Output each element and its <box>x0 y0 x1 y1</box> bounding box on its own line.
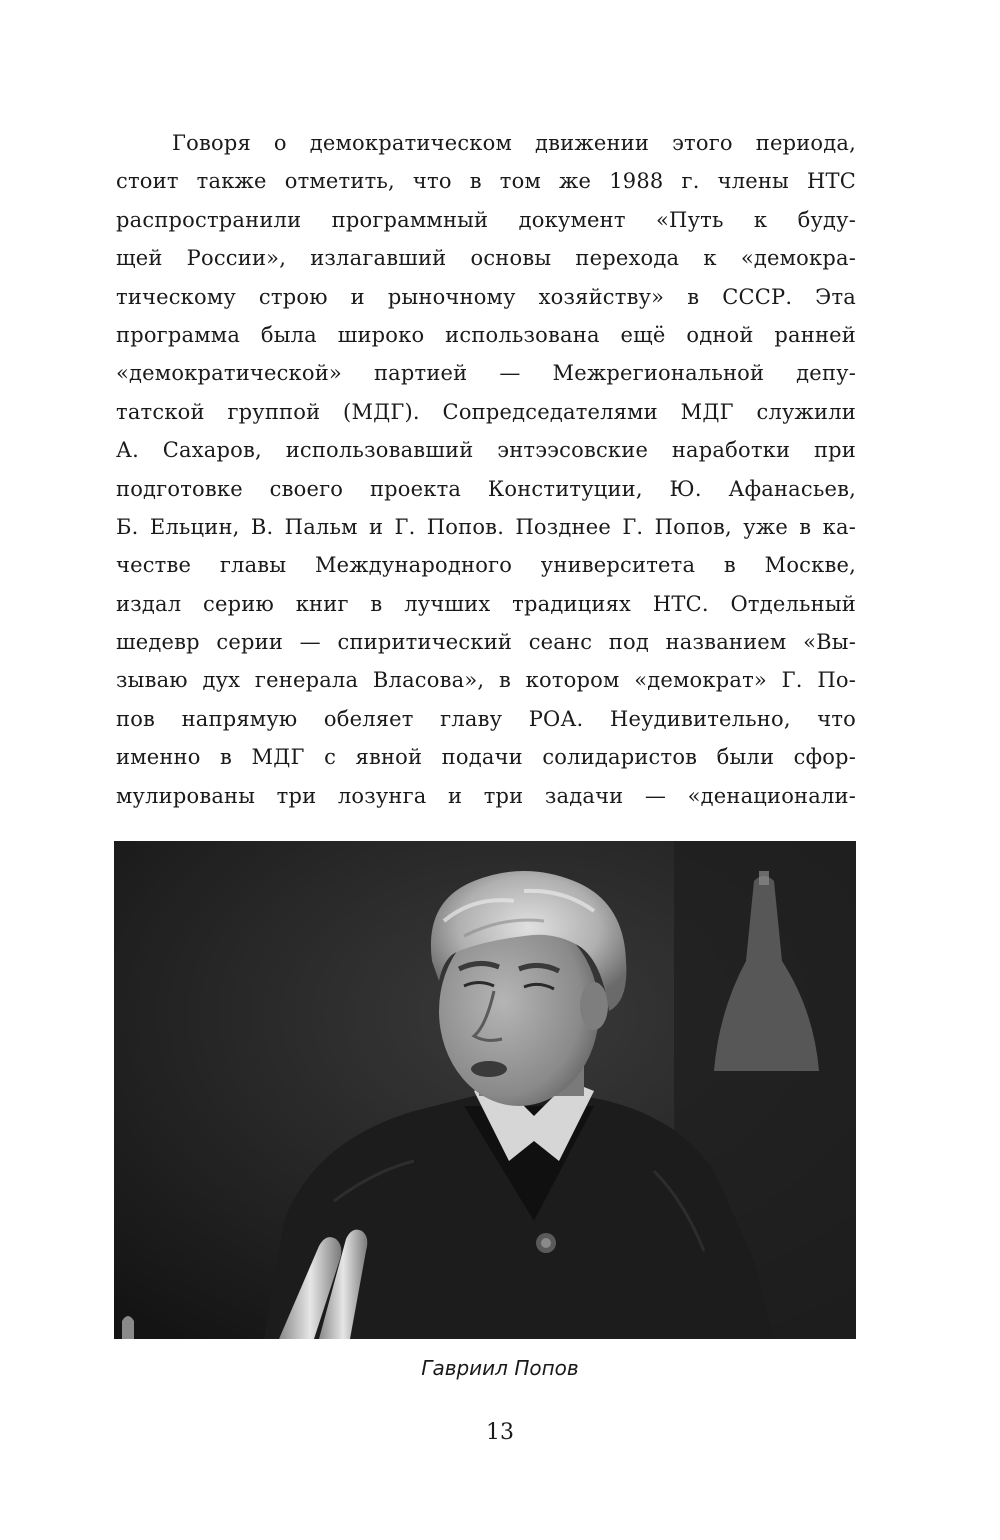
text-line: Говоря о демократическом движении этого периода, <box>172 131 856 155</box>
text-line: подготовке своего проекта Конституции, Ю. Афанасьев, <box>116 476 856 501</box>
text-line: издал серию книг в лучших традициях НТС. Отдельный <box>116 591 856 616</box>
text-line: тическому строю и рыночному хозяйству» в СССР. Эта <box>116 284 856 309</box>
text-line: программа была широко использована ещё одной ранней <box>116 322 856 347</box>
text-line: щей России», излагавший основы перехода к «демокра- <box>116 246 856 271</box>
body-text <box>116 124 856 815</box>
text-line: А. Сахаров, использовавший энтээсовские наработки при <box>116 438 856 463</box>
text-line: стоит также отметить, что в том же 1988 г. члены НТС <box>116 169 856 194</box>
portrait-photo <box>114 841 856 1339</box>
text-line: мулированы три лозунга и три задачи — «денационали- <box>116 783 856 808</box>
text-line: распространили программный документ «Путь к буду- <box>116 207 856 232</box>
page-number: 13 <box>486 1420 514 1445</box>
text-line: шедевр серии — спиритический сеанс под названием «Вы- <box>116 630 856 655</box>
photo-caption: Гавриил Попов <box>421 1356 579 1380</box>
text-line: Б. Ельцин, В. Пальм и Г. Попов. Позднее Г. Попов, уже в ка- <box>116 514 856 539</box>
text-line: татской группой (МДГ). Сопредседателями МДГ служили <box>116 399 856 424</box>
ear <box>580 982 608 1030</box>
text-line: «демократической» партией — Межрегиональной депу- <box>116 361 856 386</box>
text-line: именно в МДГ с явной подачи солидаристов были сфор- <box>116 745 856 770</box>
text-line: честве главы Международного университета в Москве, <box>116 553 856 578</box>
text-line: зываю дух генерала Власова», в котором «демократ» Г. По- <box>116 668 856 693</box>
portrait-illustration <box>114 841 856 1339</box>
text-line: пов напрямую обеляет главу РОА. Неудивительно, что <box>116 706 856 731</box>
